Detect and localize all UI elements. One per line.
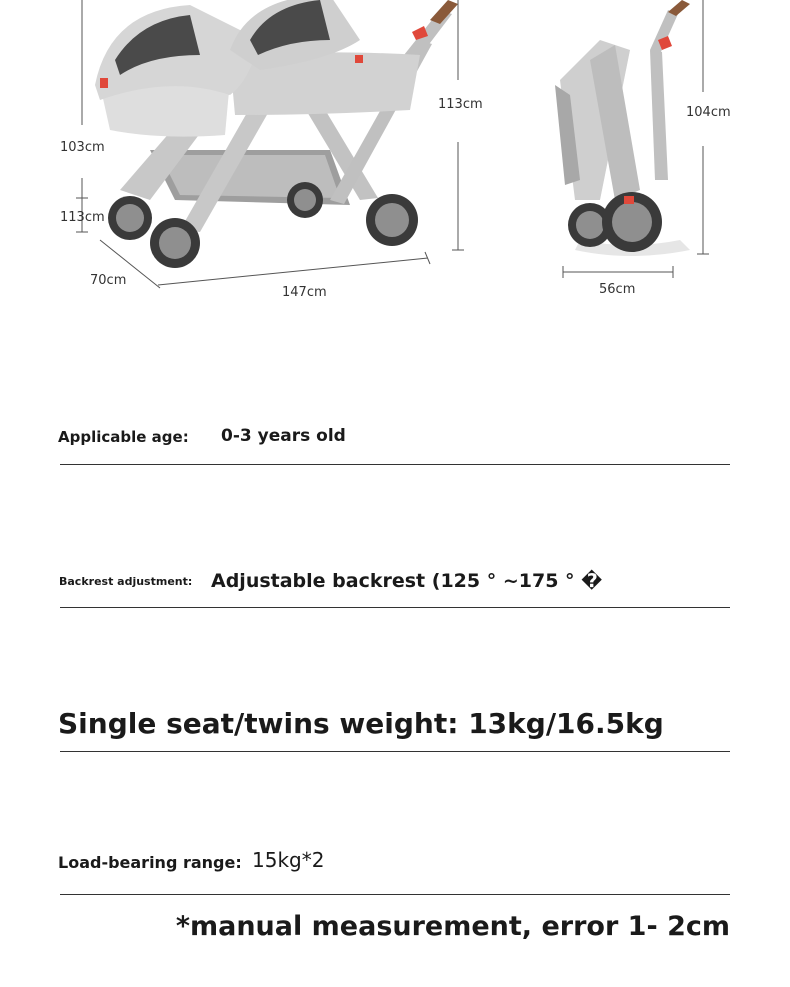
load-bearing-label: Load-bearing range: <box>58 853 242 872</box>
unfolded-width-label: 70cm <box>90 273 127 288</box>
unfolded-height-handle-label: 113cm <box>438 97 483 112</box>
unfolded-stroller-image <box>95 0 458 268</box>
applicable-age-value: 0-3 years old <box>221 426 346 446</box>
folded-height-label: 104cm <box>686 105 731 120</box>
divider <box>60 894 730 895</box>
backrest-adjustment-value: Adjustable backrest (125 ° ~175 ° � <box>211 570 603 592</box>
measurement-note: *manual measurement, error 1- 2cm <box>175 911 730 942</box>
divider <box>60 464 730 465</box>
weight-label: Single seat/twins weight: 13kg/16.5kg <box>58 707 664 740</box>
unfolded-height-seat-label: 103cm <box>60 140 105 155</box>
folded-width-label: 56cm <box>599 282 636 297</box>
applicable-age-label: Applicable age: <box>58 428 189 446</box>
divider <box>60 751 730 752</box>
backrest-adjustment-label: Backrest adjustment: <box>59 575 193 588</box>
unfolded-low-height-label: 113cm <box>60 210 105 225</box>
unfolded-length-label: 147cm <box>282 285 327 300</box>
load-bearing-value: 15kg*2 <box>252 848 325 872</box>
folded-stroller-image <box>555 0 690 256</box>
divider <box>60 607 730 608</box>
stroller-dimension-figure <box>0 0 790 320</box>
stroller-illustration <box>0 0 790 320</box>
